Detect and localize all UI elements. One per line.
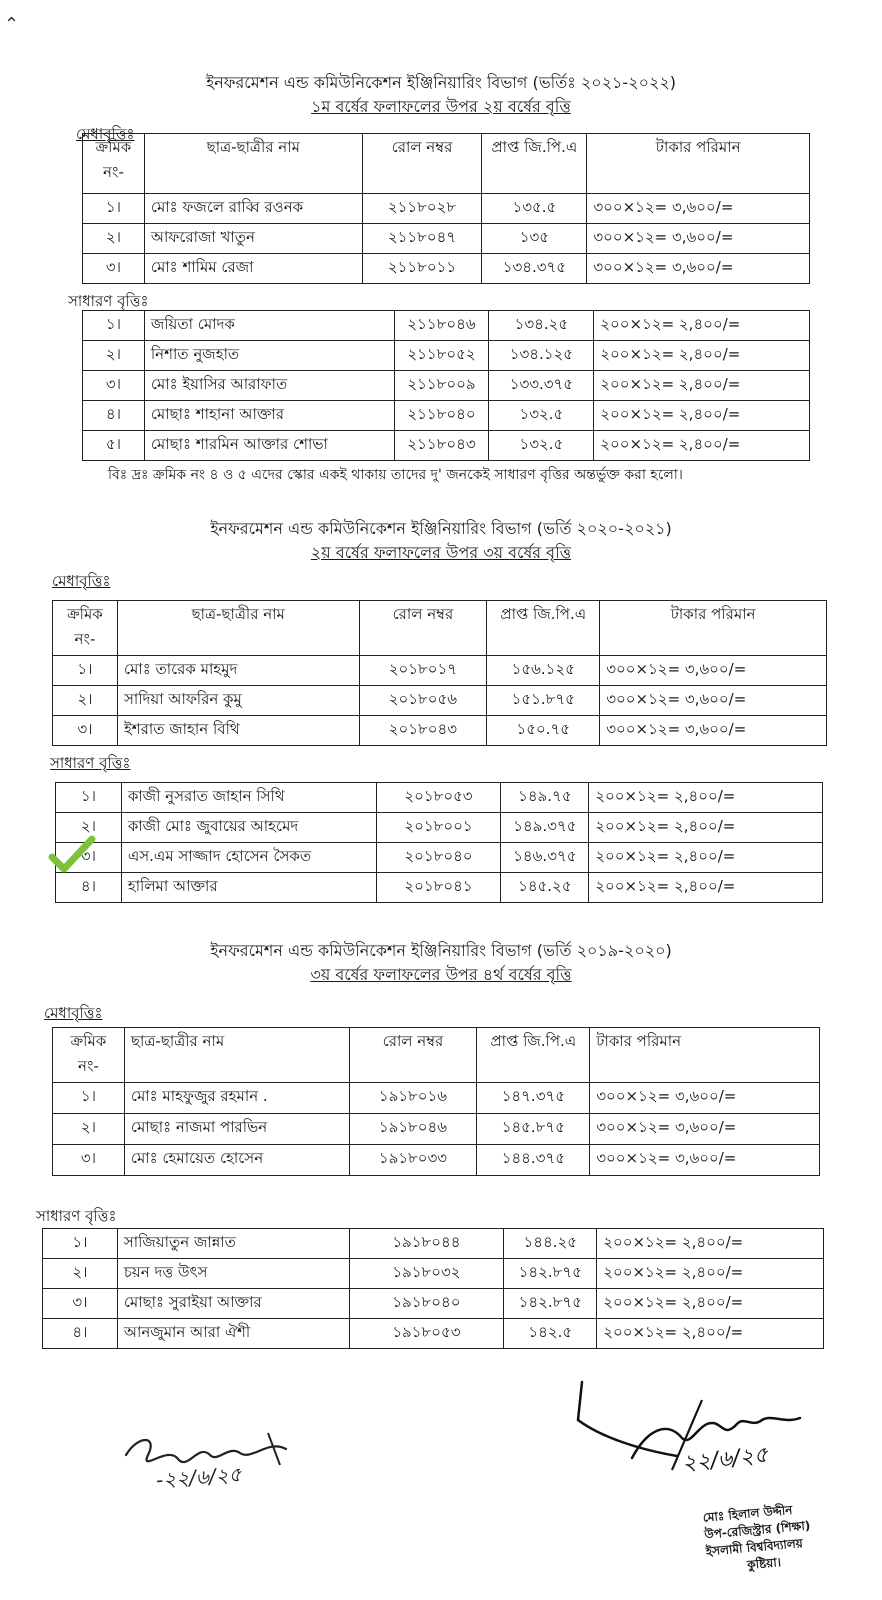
header-gpa: প্রাপ্ত জি.পি.এ — [477, 1028, 590, 1083]
cell-serial: ৩। — [56, 843, 122, 873]
table-row — [56, 813, 823, 843]
cell-roll: ২০১৮০১৭ — [359, 656, 487, 686]
cell-roll: ১৯১৮০৪০ — [349, 1289, 504, 1319]
header-roll: রোল নম্বর — [359, 601, 487, 656]
cell-serial: ৩। — [83, 371, 145, 401]
cell-name: আনজুমান আরা ঐশী — [117, 1319, 349, 1349]
cell-roll: ২০১৮০৪১ — [376, 873, 501, 903]
cell-roll: ২১১৮০৪৩ — [394, 431, 489, 461]
table-row — [53, 686, 827, 716]
cell-name: জয়িতা মোদক — [144, 311, 394, 341]
table-row — [83, 311, 810, 341]
signature-left — [118, 1425, 328, 1509]
cell-roll: ২০১৮০৫৬ — [359, 686, 487, 716]
section-3-general-table — [42, 1228, 824, 1349]
cell-roll: ২১১৮০৪৭ — [362, 224, 482, 254]
official-stamp — [702, 1501, 814, 1578]
header-amount: টাকার পরিমান — [600, 601, 827, 656]
cell-amount: ২০০×১২= ২,৪০০/= — [589, 873, 823, 903]
cell-roll: ২১১৮০২৮ — [362, 194, 482, 224]
table-row — [53, 1114, 820, 1145]
section-3-general-label: সাধারণ বৃত্তিঃ — [36, 1207, 117, 1225]
cell-roll: ২১১৮০১১ — [362, 254, 482, 284]
cell-gpa: ১৩৩.৩৭৫ — [489, 371, 594, 401]
cell-serial: ১। — [43, 1229, 118, 1259]
cell-name: মোঃ শামিম রেজা — [144, 254, 362, 284]
cell-serial: ১। — [83, 311, 145, 341]
section-1-general-table — [82, 310, 810, 461]
table-row — [83, 194, 810, 224]
cell-amount: ২০০×১২= ২,৪০০/= — [594, 431, 810, 461]
cell-gpa: ১৪৪.৩৭৫ — [477, 1145, 590, 1176]
cell-gpa: ১৪২.৫ — [504, 1319, 597, 1349]
cell-amount: ৩০০×১২= ৩,৬০০/= — [600, 656, 827, 686]
cell-roll: ২১১৮০৫২ — [394, 341, 489, 371]
cell-amount: ৩০০×১২= ৩,৬০০/= — [587, 194, 810, 224]
cell-name: সাজিয়াতুন জান্নাত — [117, 1229, 349, 1259]
section-3-merit-table — [52, 1027, 820, 1176]
header-name: ছাত্র-ছাত্রীর নাম — [117, 601, 359, 656]
cell-serial: ১। — [53, 656, 118, 686]
cell-gpa: ১৪২.৮৭৫ — [504, 1259, 597, 1289]
cell-name: মোছাঃ শাহানা আক্তার — [144, 401, 394, 431]
table-row — [53, 1083, 820, 1114]
cell-serial: ৩। — [53, 1145, 125, 1176]
cell-name: মোছাঃ শারমিন আক্তার শোভা — [144, 431, 394, 461]
table-row — [56, 873, 823, 903]
table-row — [43, 1289, 824, 1319]
cell-serial: ২। — [53, 686, 118, 716]
cell-roll: ১৯১৮০৩৩ — [349, 1145, 477, 1176]
cell-amount: ৩০০×১২= ৩,৬০০/= — [587, 224, 810, 254]
cell-gpa: ১৩২.৫ — [489, 401, 594, 431]
cell-name: আফরোজা খাতুন — [144, 224, 362, 254]
cell-gpa: ১৪৭.৩৭৫ — [477, 1083, 590, 1114]
section-1-merit-table — [82, 133, 810, 284]
section-1-note: বিঃ দ্রঃ ক্রমিক নং ৪ ও ৫ এদের স্কোর একই থাকায় তাদের দু' জনকেই সাধারণ বৃত্তির অন্তর্ভুক্ত করা হলো। — [108, 467, 683, 483]
section-2-merit-label: মেধাবৃত্তিঃ — [52, 572, 111, 590]
cell-amount: ২০০×১২= ২,৪০০/= — [594, 371, 810, 401]
signature-right — [572, 1380, 832, 1494]
section-2-subtitle: ২য় বর্ষের ফলাফলের উপর ৩য় বর্ষের বৃত্তি — [310, 543, 572, 562]
cell-serial: ২। — [56, 813, 122, 843]
cell-amount: ৩০০×১২= ৩,৬০০/= — [600, 686, 827, 716]
table-row — [43, 1319, 824, 1349]
table-row — [53, 716, 827, 746]
header-serial: ক্রমিক নং- — [53, 601, 118, 656]
cell-serial: ৪। — [56, 873, 122, 903]
cell-gpa: ১৪৯.৩৭৫ — [501, 813, 589, 843]
cell-amount: ২০০×১২= ২,৪০০/= — [597, 1319, 824, 1349]
stamp-line: কুষ্টিয়া। — [746, 1555, 782, 1573]
cell-amount: ৩০০×১২= ৩,৬০০/= — [600, 716, 827, 746]
stamp-line: উপ-রেজিস্ট্রার (শিক্ষা) — [703, 1518, 811, 1542]
cell-name: কাজী মোঃ জুবায়ের আহমেদ — [121, 813, 376, 843]
cell-name: মোঃ তারেক মাহমুদ — [117, 656, 359, 686]
signature-left-date: -২২/৬/২৫ — [155, 1462, 243, 1492]
cell-serial: ১। — [83, 194, 145, 224]
table-row — [83, 371, 810, 401]
cell-gpa: ১৪৫.২৫ — [501, 873, 589, 903]
cell-name: মোছাঃ নাজমা পারভিন — [124, 1114, 349, 1145]
cell-gpa: ১৪৯.৭৫ — [501, 783, 589, 813]
section-3-title: ইনফরমেশন এন্ড কমিউনিকেশন ইঞ্জিনিয়ারিং বিভাগ (ভর্তি ২০১৯-২০২০) — [210, 941, 672, 960]
section-1-merit-label: মেধাবৃত্তিঃ — [76, 125, 135, 143]
header-gpa: প্রাপ্ত জি.পি.এ — [482, 134, 587, 194]
cell-amount: ২০০×১২= ২,৪০০/= — [597, 1229, 824, 1259]
cell-name: চয়ন দত্ত উৎস — [117, 1259, 349, 1289]
cell-gpa: ১৪৬.৩৭৫ — [501, 843, 589, 873]
cell-roll: ১৯১৮০১৬ — [349, 1083, 477, 1114]
cell-gpa: ১৩৪.৩৭৫ — [482, 254, 587, 284]
cell-serial: ৩। — [83, 254, 145, 284]
header-roll: রোল নম্বর — [349, 1028, 477, 1083]
cell-name: হালিমা আক্তার — [121, 873, 376, 903]
cell-gpa: ১৫০.৭৫ — [487, 716, 600, 746]
cell-gpa: ১৪৪.২৫ — [504, 1229, 597, 1259]
cell-name: মোঃ ফজলে রাব্বি রওনক — [144, 194, 362, 224]
cell-roll: ২০১৮০৪০ — [376, 843, 501, 873]
cell-gpa: ১৫১.৮৭৫ — [487, 686, 600, 716]
stamp-line: মোঃ হিলাল উদ্দীন — [702, 1502, 793, 1525]
section-2-merit-table — [52, 600, 827, 746]
cell-amount: ৩০০×১২= ৩,৬০০/= — [590, 1083, 820, 1114]
cell-amount: ২০০×১২= ২,৪০০/= — [597, 1259, 824, 1289]
header-serial: ক্রমিক নং- — [83, 134, 145, 194]
cell-name: মোঃ মাহফুজুর রহমান . — [124, 1083, 349, 1114]
stamp-line: ইসলামী বিশ্ববিদ্যালয় — [705, 1536, 804, 1559]
header-amount: টাকার পরিমান — [587, 134, 810, 194]
cell-gpa: ১৫৬.১২৫ — [487, 656, 600, 686]
section-3-subtitle: ৩য় বর্ষের ফলাফলের উপর ৪র্থ বর্ষের বৃত্তি — [310, 965, 572, 984]
cell-amount: ২০০×১২= ২,৪০০/= — [594, 341, 810, 371]
cell-amount: ২০০×১২= ২,৪০০/= — [594, 401, 810, 431]
table-row — [56, 783, 823, 813]
table-row — [53, 1145, 820, 1176]
section-2-general-label: সাধারণ বৃত্তিঃ — [50, 754, 131, 772]
cell-name: কাজী নুসরাত জাহান সিথি — [121, 783, 376, 813]
cell-roll: ২১১৮০৪০ — [394, 401, 489, 431]
cell-gpa: ১৩৫.৫ — [482, 194, 587, 224]
cell-amount: ৩০০×১২= ৩,৬০০/= — [590, 1114, 820, 1145]
cell-serial: ৫। — [83, 431, 145, 461]
cell-serial: ২। — [43, 1259, 118, 1289]
cell-serial: ৩। — [53, 716, 118, 746]
table-header-row — [83, 134, 810, 194]
cell-amount: ২০০×১২= ২,৪০০/= — [589, 813, 823, 843]
section-1-subtitle: ১ম বর্ষের ফলাফলের উপর ২য় বর্ষের বৃত্তি — [311, 97, 571, 116]
table-row — [83, 254, 810, 284]
cell-amount: ২০০×১২= ২,৪০০/= — [597, 1289, 824, 1319]
section-3-merit-label: মেধাবৃত্তিঃ — [44, 1004, 103, 1022]
cell-serial: ২। — [83, 341, 145, 371]
cell-gpa: ১৩৫ — [482, 224, 587, 254]
table-row — [83, 431, 810, 461]
cell-name: ইশরাত জাহান বিথি — [117, 716, 359, 746]
section-1-general-label: সাধারণ বৃত্তিঃ — [68, 292, 149, 310]
cell-name: মোছাঃ সুরাইয়া আক্তার — [117, 1289, 349, 1319]
header-gpa: প্রাপ্ত জি.পি.এ — [487, 601, 600, 656]
cell-roll: ১৯১৮০৪৪ — [349, 1229, 504, 1259]
table-header-row — [53, 601, 827, 656]
cell-name: মোঃ ইয়াসির আরাফাত — [144, 371, 394, 401]
header-name: ছাত্র-ছাত্রীর নাম — [144, 134, 362, 194]
cell-amount: ২০০×১২= ২,৪০০/= — [589, 843, 823, 873]
header-name: ছাত্র-ছাত্রীর নাম — [124, 1028, 349, 1083]
table-row — [83, 401, 810, 431]
header-roll: রোল নম্বর — [362, 134, 482, 194]
table-row — [43, 1229, 824, 1259]
cell-roll: ২১১৮০৪৬ — [394, 311, 489, 341]
cell-serial: ২। — [83, 224, 145, 254]
cell-gpa: ১৩৪.১২৫ — [489, 341, 594, 371]
cell-name: এস.এম সাজ্জাদ হোসেন সৈকত — [121, 843, 376, 873]
cell-name: মোঃ হেমায়েত হোসেন — [124, 1145, 349, 1176]
cell-roll: ২১১৮০০৯ — [394, 371, 489, 401]
table-row — [56, 843, 823, 873]
cell-roll: ১৯১৮০৩২ — [349, 1259, 504, 1289]
table-row — [83, 341, 810, 371]
cell-serial: ৪। — [43, 1319, 118, 1349]
cell-roll: ১৯১৮০৫৩ — [349, 1319, 504, 1349]
cell-gpa: ১৩২.৫ — [489, 431, 594, 461]
table-header-row — [53, 1028, 820, 1083]
section-2-general-table — [55, 782, 823, 903]
cell-serial: ১। — [56, 783, 122, 813]
cell-roll: ১৯১৮০৪৬ — [349, 1114, 477, 1145]
signature-right-date: ২২/৬/২৫ — [680, 1442, 770, 1477]
table-row — [83, 224, 810, 254]
corner-mark: ⌃ — [4, 14, 20, 35]
cell-serial: ৩। — [43, 1289, 118, 1319]
section-1-title: ইনফরমেশন এন্ড কমিউনিকেশন ইঞ্জিনিয়ারিং বিভাগ (ভর্তিঃ ২০২১-২০২২) — [205, 73, 677, 92]
table-row — [43, 1259, 824, 1289]
cell-roll: ২০১৮০৫৩ — [376, 783, 501, 813]
cell-roll: ২০১৮০৪৩ — [359, 716, 487, 746]
cell-amount: ২০০×১২= ২,৪০০/= — [589, 783, 823, 813]
cell-amount: ২০০×১২= ২,৪০০/= — [594, 311, 810, 341]
cell-serial: ১। — [53, 1083, 125, 1114]
cell-gpa: ১৪২.৮৭৫ — [504, 1289, 597, 1319]
header-serial: ক্রমিক নং- — [53, 1028, 125, 1083]
header-amount: টাকার পরিমান — [590, 1028, 820, 1083]
check-mark-icon — [48, 835, 96, 875]
cell-roll: ২০১৮০০১ — [376, 813, 501, 843]
cell-amount: ৩০০×১২= ৩,৬০০/= — [587, 254, 810, 284]
table-row — [53, 656, 827, 686]
cell-serial: ৪। — [83, 401, 145, 431]
cell-amount: ৩০০×১২= ৩,৬০০/= — [590, 1145, 820, 1176]
cell-serial: ২। — [53, 1114, 125, 1145]
cell-name: সাদিয়া আফরিন কুমু — [117, 686, 359, 716]
cell-gpa: ১৩৪.২৫ — [489, 311, 594, 341]
section-2-title: ইনফরমেশন এন্ড কমিউনিকেশন ইঞ্জিনিয়ারিং বিভাগ (ভর্তি ২০২০-২০২১) — [210, 519, 672, 538]
cell-name: নিশাত নুজহাত — [144, 341, 394, 371]
cell-gpa: ১৪৫.৮৭৫ — [477, 1114, 590, 1145]
